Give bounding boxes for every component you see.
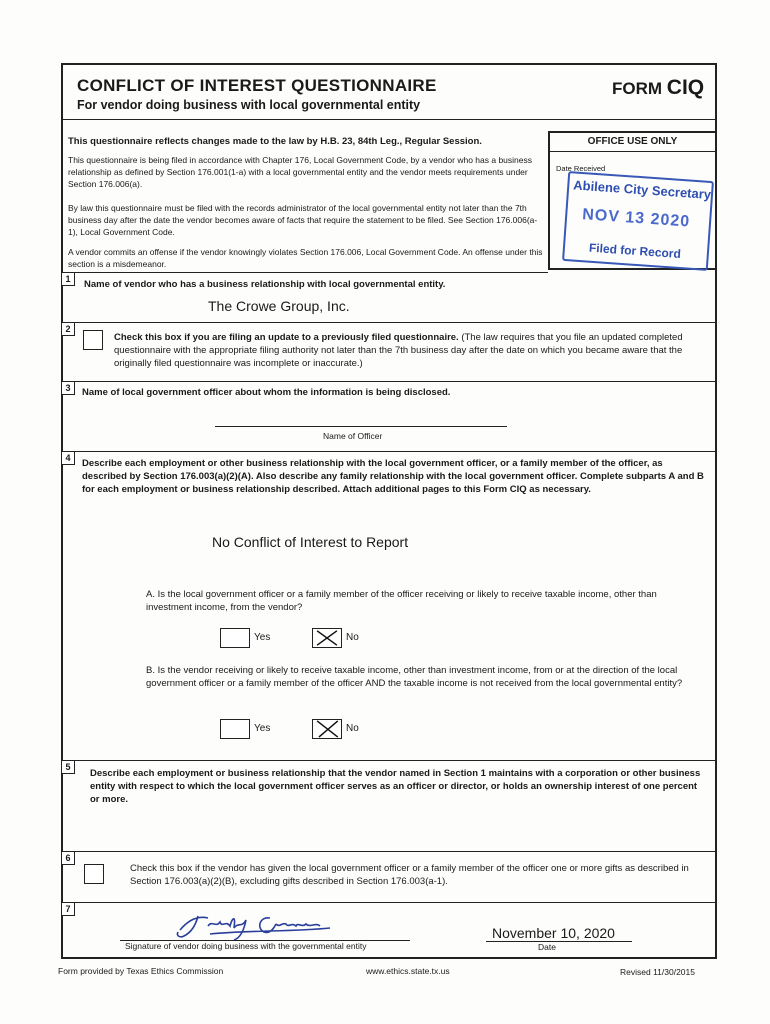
question-b-yes-checkbox[interactable] — [220, 719, 250, 739]
section-2-bold: Check this box if you are filing an update to a previously filed questionnaire. — [114, 332, 459, 343]
section-2-rest: (The law requires that you file an updated completed questionnaire with the appropriate filing authority not later than the 7th business day after the date on which you became aware that the originally filed questionnaire was incomplete or inaccurate.) — [114, 332, 683, 369]
section-3-label: Name of local government officer about whom the information is being disclosed. — [82, 387, 451, 398]
form-code — [612, 76, 704, 100]
question-b-no-checkbox[interactable] — [312, 719, 342, 739]
office-use-title: OFFICE USE ONLY — [587, 136, 678, 147]
section-6-label: Check this box if the vendor has given the local government officer or a family member of the officer one or more gifts as described in Section 176.003(a)(2)(B), excluding gifts described in Section 176.003(a-1). — [130, 863, 689, 887]
received-stamp — [562, 171, 714, 271]
divider — [61, 381, 717, 382]
divider — [61, 902, 717, 903]
office-divider — [548, 151, 717, 152]
footer-website[interactable]: www.ethics.state.tx.us — [366, 966, 450, 976]
section-number-5: 5 — [61, 760, 75, 774]
intro-bold-line: This questionnaire reflects changes made to the law by H.B. 23, 84th Leg., Regular Session. — [68, 136, 482, 147]
form-label: FORM — [612, 79, 663, 98]
vendor-signature[interactable] — [170, 908, 340, 942]
form-code-value: CIQ — [666, 76, 705, 99]
divider — [61, 272, 548, 273]
officer-name-caption: Name of Officer — [323, 431, 383, 441]
divider — [61, 119, 717, 120]
divider — [61, 760, 717, 761]
question-a: A. Is the local government officer or a family member of the officer receiving or likely to receive taxable income, other than investment income, from the vendor? — [146, 589, 657, 613]
section-2-label — [114, 331, 704, 370]
date-received-label: Date Received — [556, 164, 606, 173]
question-a-yes-label: Yes — [254, 632, 271, 643]
section-number-3: 3 — [61, 381, 75, 395]
question-b-no-label: No — [346, 723, 359, 734]
section-number-2: 2 — [61, 322, 75, 336]
form-subtitle: For vendor doing business with local governmental entity — [77, 98, 421, 112]
question-a-yes-checkbox[interactable] — [220, 628, 250, 648]
divider — [61, 322, 717, 323]
section-5-label: Describe each employment or business relationship that the vendor named in Section 1 maintains with a corporation or other business entity with respect to which the local government officer serves as an officer or director, or holds an ownership interest of one percent or more. — [90, 768, 701, 805]
stamp-filed: Filed for Record — [588, 240, 682, 262]
signature-caption: Signature of vendor doing business with the governmental entity — [125, 941, 367, 951]
question-a-no-label: No — [346, 632, 359, 643]
question-b: B. Is the vendor receiving or likely to receive taxable income, other than investment income, from or at the direction of the local government officer or a family member of the officer AND the taxable income is not received from the local governmental entity? — [146, 665, 683, 689]
section-1-label: Name of vendor who has a business relationship with local governmental entity. — [84, 279, 446, 290]
divider — [61, 451, 717, 452]
intro-paragraph-2: By law this questionnaire must be filed with the records administrator of the local governmental entity not later than the 7th business day after the date the vendor becomes aware of facts that require the statement to be filed. See Section 176.006(a-1), Local Government Code. — [68, 203, 538, 237]
x-mark-icon — [313, 629, 341, 647]
section-number-4: 4 — [61, 451, 75, 465]
section-number-6: 6 — [61, 851, 75, 865]
section-number-7: 7 — [61, 902, 75, 916]
divider — [61, 851, 717, 852]
footer-provider: Form provided by Texas Ethics Commission — [58, 966, 224, 976]
stamp-date: NOV 13 2020 — [581, 206, 691, 231]
section-number-1: 1 — [61, 272, 75, 286]
section-4-label: Describe each employment or other business relationship with the local government officer, or a family member of the officer, as described by Section 176.003(a)(2)(A). Also describe any family relationship with the local government officer. Complete subparts A and B for each employment or business relationship described. Attach additional pages to this Form CIQ as necessary. — [82, 458, 704, 495]
update-checkbox[interactable] — [83, 330, 103, 350]
intro-paragraph-3: A vendor commits an offense if the vendor knowingly violates Section 176.006, Local Government Code. An offense under this section is a misdemeanor. — [68, 247, 543, 269]
footer-revised: Revised 11/30/2015 — [620, 967, 695, 977]
intro-paragraph-1: This questionnaire is being filed in accordance with Chapter 176, Local Government Code, by a vendor who has a business relationship as defined by Section 176.001(1-a) with a local governmental entity and the vendor meets requirements under Section 176.006(a). — [68, 155, 532, 189]
officer-name-line[interactable] — [215, 426, 507, 427]
date-line — [486, 941, 632, 942]
relationship-description[interactable]: No Conflict of Interest to Report — [212, 534, 409, 550]
stamp-office: Abilene City Secretary — [572, 177, 712, 203]
gifts-checkbox[interactable] — [84, 864, 104, 884]
question-b-yes-label: Yes — [254, 723, 271, 734]
vendor-name[interactable]: The Crowe Group, Inc. — [208, 298, 350, 314]
x-mark-icon — [313, 720, 341, 738]
form-title: CONFLICT OF INTEREST QUESTIONNAIRE — [77, 76, 437, 95]
date-caption: Date — [538, 942, 556, 952]
signature-date[interactable]: November 10, 2020 — [492, 925, 615, 941]
question-a-no-checkbox[interactable] — [312, 628, 342, 648]
